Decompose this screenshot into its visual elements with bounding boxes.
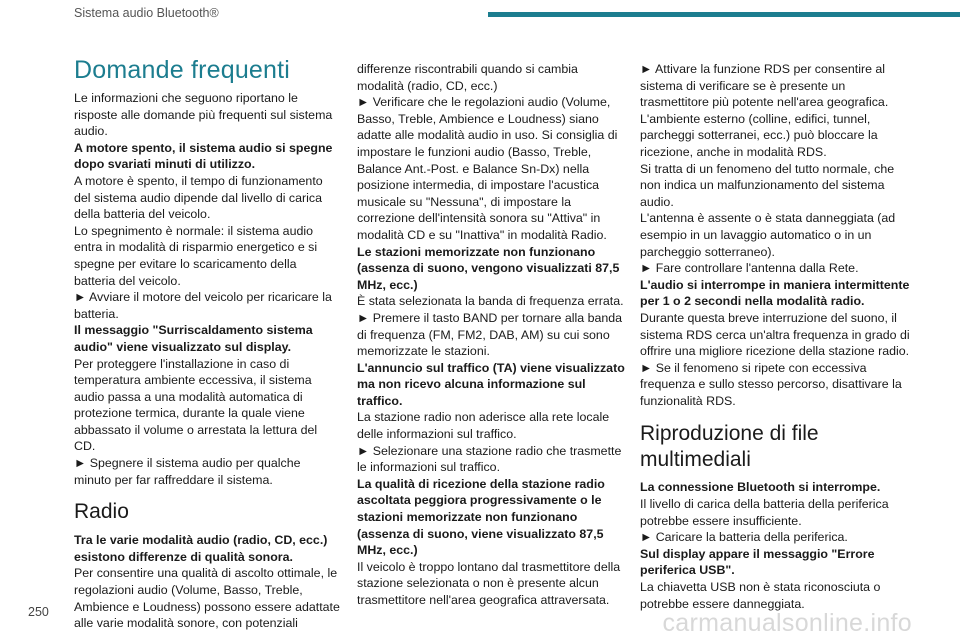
instruction: ► Attivare la funzione RDS per consentire al sistema di verificare se è presente un trasmettitore più potente nell'area geografica. [640,62,889,110]
question-heading: A motore spento, il sistema audio si spegne dopo svariati minuti di utilizzo. [74,140,333,172]
instruction: ► Selezionare una stazione radio che trasmette le informazioni sul traffico. [357,443,622,475]
question-heading: La connessione Bluetooth si interrompe. [640,480,881,495]
header-accent-bar [488,12,960,17]
instruction: ► Premere il tasto BAND per tornare alla banda di frequenza (FM, FM2, DAB, AM) su cui sono memorizzate le stazioni. [357,310,623,359]
instruction: ► Spegnere il sistema audio per qualche minuto per far raffreddare il sistema. [74,456,301,487]
paragraph: Il livello di carica della batteria della periferica potrebbe essere insufficiente. [640,497,889,528]
page-title: Domande frequenti [74,56,291,84]
instruction: ► Se il fenomeno si ripete con eccessiva frequenza e sullo stesso percorso, disattivare la funzionalità RDS. [640,360,902,408]
paragraph: L'antenna è assente o è stata danneggiata (ad esempio in un lavaggio automatico o in un parcheggio sotterraneo). [640,211,896,259]
paragraph: Per proteggere l'installazione in caso di temperatura ambiente eccessiva, il sistema audio passa a una modalità automatica di protezione termica, durante la quale viene abbassato il volume o arrestata la lettura del CD. [74,356,318,454]
question-heading: Sul display appare il messaggio "Errore periferica USB". [640,546,875,578]
paragraph: Le informazioni che seguono riportano le risposte alle domande più frequenti sul sistema audio. [74,91,333,139]
column-3 [640,61,910,612]
paragraph: La stazione radio non aderisce alla rete locale delle informazioni sul traffico. [357,410,610,442]
instruction: ► Avviare il motore del veicolo per ricaricare la batteria. [74,290,332,321]
section-heading-media: Riproduzione di file multimediali [640,422,819,472]
paragraph: Durante questa breve interruzione del suono, il sistema RDS cerca un'altra frequenza in grado di offrire una migliore ricezione della stazione radio. [640,310,910,359]
instruction: ► Verificare che le regolazioni audio (Volume, Basso, Treble, Ambience e Loudness) siano adatte alle modalità audio in uso. Si consiglia di impostare le funzioni audio (Basso, Treble, Balance Ant.-Post. e Balance Sn-Dx) nella posizione intermedia, di impostare l'acustica musicale su "Nessuna", di impostare la correzione dell'intensità sonora su "Attiva" in modalità CD e su "Inattiva" in modalità Radio. [357,95,618,242]
paragraph: Lo spegnimento è normale: il sistema audio entra in modalità di risparmio energetico e si spegne per evitare lo scaricamento della batteria del veicolo. [74,223,318,288]
section-heading-radio: Radio [74,500,129,524]
instruction: ► Fare controllare l'antenna dalla Rete. [640,261,859,276]
instruction: ► Caricare la batteria della periferica. [640,530,848,545]
paragraph: A motore è spento, il tempo di funzionamento del sistema audio dipende dal livello di carica della batteria del veicolo. [74,173,323,222]
question-heading: Il messaggio "Surriscaldamento sistema audio" viene visualizzato sul display. [74,323,313,354]
question-heading: Le stazioni memorizzate non funzionano (assenza di suono, vengono visualizzati 87,5 MHz, ecc.) [357,244,620,292]
paragraph: differenze riscontrabili quando si cambia modalità (radio, CD, ecc.) [357,62,578,93]
question-heading: Tra le varie modalità audio (radio, CD, ecc.) esistono differenze di qualità sonora. [74,533,328,564]
page-number: 250 [28,605,49,619]
paragraph: La chiavetta USB non è stata riconosciuta o potrebbe essere danneggiata. [640,580,881,611]
question-heading: L'audio si interrompe in maniera intermittente per 1 o 2 secondi nella modalità radio. [640,277,910,309]
column-2 [357,61,627,609]
question-heading: La qualità di ricezione della stazione radio ascoltata peggiora progressivamente o le stazioni memorizzate non funzionano (assenza di suono, viene visualizzato 87,5 MHz, ecc.) [357,476,605,558]
paragraph: Il veicolo è troppo lontano dal trasmettitore della stazione selezionata o non è presente alcun trasmettitore nell'area geografica attraversata. [357,559,621,607]
paragraph: Per consentire una qualità di ascolto ottimale, le regolazioni audio (Volume, Basso, Treble, Ambience e Loudness) possono essere adattate alle varie modalità sonore, con potenziali [74,566,340,631]
column-1 [74,56,340,632]
paragraph: È stata selezionata la banda di frequenza errata. [357,294,624,309]
question-heading: L'annuncio sul traffico (TA) viene visualizzato ma non ricevo alcuna informazione sul traffico. [357,360,625,408]
paragraph: L'ambiente esterno (colline, edifici, tunnel, parcheggi sotterranei, ecc.) può bloccare la ricezione, anche in modalità RDS. [640,111,878,159]
header-section-title: Sistema audio Bluetooth® [74,6,219,20]
paragraph: Si tratta di un fenomeno del tutto normale, che non indica un malfunzionamento del sistema audio. [640,161,895,209]
watermark: carmanualsonline.info [662,609,912,637]
